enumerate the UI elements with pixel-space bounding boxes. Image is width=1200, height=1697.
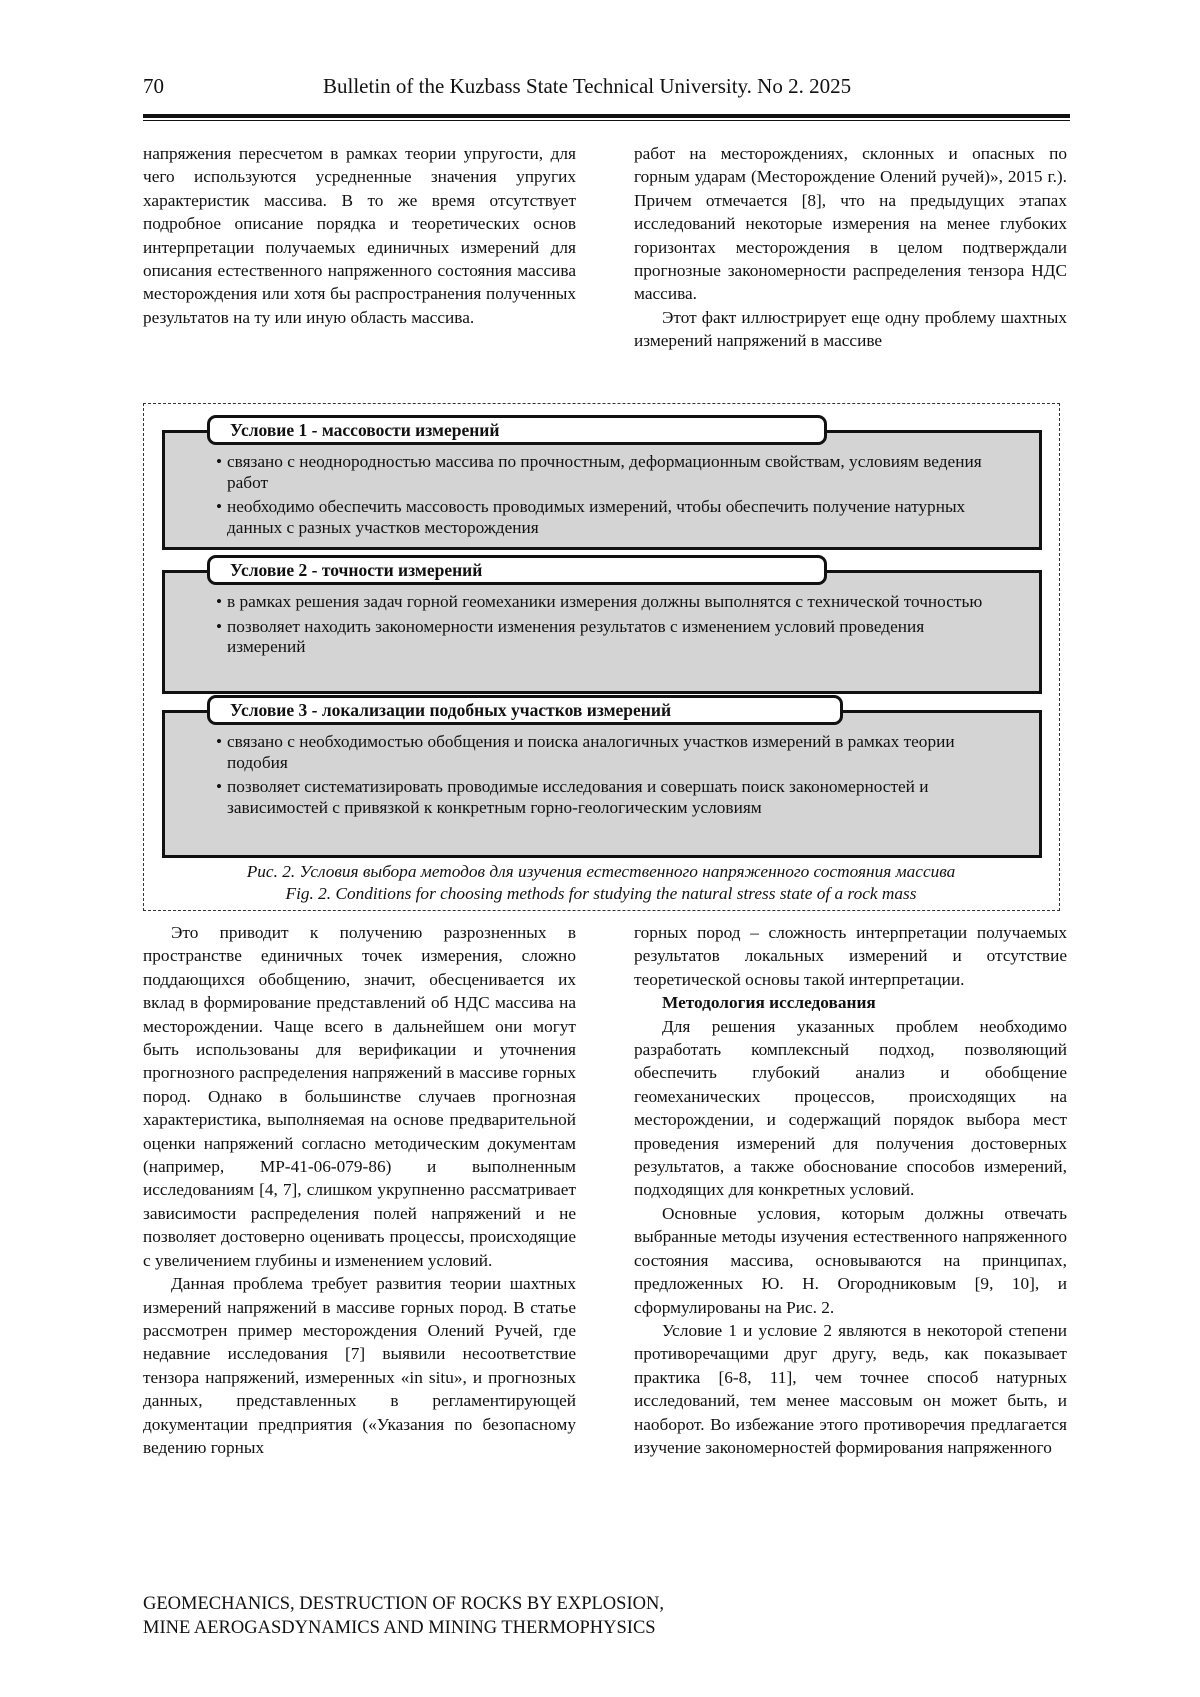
bullet-item: • необходимо обеспечить массовость проводимых измерений, чтобы обеспечить получение натурных данных с разных участков месторождения [216,497,999,538]
footer-line-1: GEOMECHANICS, DESTRUCTION OF ROCKS BY EXPLOSION, [143,1594,664,1614]
bullet-item: • в рамках решения задач горной геомеханики измерения должны выполнятся с технической точностью [216,592,999,613]
paragraph: Основные условия, которым должны отвечать выбранные методы изучения естественного напряженного состояния массива, основываются на принципах, предложенных Ю. Н. Огородниковым [9, 10], и сформулированы на Рис. 2. [634,1203,1067,1317]
condition-3-bullets [216,732,999,822]
page-footer [143,1592,664,1640]
bullet-item: • связано с необходимостью обобщения и поиска аналогичных участков измерений в рамках теории подобия [216,732,999,773]
paragraph: работ на месторождениях, склонных и опасных по горным ударам (Месторождение Олений ручей)», 2015 г.). Причем отмечается [8], что на предыдущих этапах исследований некоторые измерения на менее глубоких горизонтах месторождения в целом подтверждали прогнозные закономерности распределения тензора НДС массива. [634,144,1067,304]
footer-line-2: MINE AEROGASDYNAMICS AND MINING THERMOPHYSICS [143,1618,656,1638]
condition-3-title: Условие 3 - локализации подобных участков измерений [207,695,843,725]
paragraph: Данная проблема требует развития теории шахтных измерений напряжений в массиве горных пород. В статье рассмотрен пример месторождения Олений Ручей, где недавние исследования [7] выявили несоответствие тензора напряжений, измеренных «in situ», и прогнозных данных, представленных в регламентирующей документации предприятия («Указания по безопасному ведению горных [143,1274,576,1457]
condition-2-bullets [216,592,999,662]
paragraph: Этот факт иллюстрирует еще одну проблему шахтных измерений напряжений в массиве [634,307,1067,351]
bullet-item: • позволяет систематизировать проводимые исследования и совершать поиск закономерностей и зависимостей с привязкой к конкретным горно-геологическим условиям [216,777,999,818]
figure-2 [143,403,1060,911]
paragraph: Условие 1 и условие 2 являются в некоторой степени противоречащими друг другу, ведь, как показывает практика [6-8, 11], чем точнее способ натурных исследований, тем менее массовым он может быть, и наоборот. Во избежание этого противоречия предлагается изучение закономерностей формирования напряженного [634,1320,1067,1457]
paragraph: напряжения пересчетом в рамках теории упругости, для чего используются усредненные значения упругих характеристик массива. В то же время отсутствует подробное описание порядка и теоретических основ интерпретации получаемых единичных измерений для описания естественного напряженного состояния массива месторождения или хотя бы распространения полученных результатов на ту или иную область массива. [143,144,576,327]
section-heading: Методология исследования [662,993,876,1013]
journal-title: Bulletin of the Kuzbass State Technical University. No 2. 2025 [323,74,852,98]
figure-caption-en: Fig. 2. Conditions for choosing methods for studying the natural stress state of a rock mass [285,884,917,903]
condition-1-bullets [216,452,999,542]
condition-1-title: Условие 1 - массовости измерений [207,415,827,445]
paragraph: горных пород – сложность интерпретации получаемых результатов локальных измерений и отсутствие теоретической основы такой интерпретации. [634,923,1067,989]
bullet-item: • связано с неоднородностью массива по прочностным, деформационным свойствам, условиям ведения работ [216,452,999,493]
page-header [143,74,1070,104]
paragraph: Это приводит к получению разрозненных в пространстве единичных точек измерения, сложно поддающихся обобщению, значит, обесценивается их вклад в формирование представлений об НДС массива на месторождении. Чаще всего в дальнейшем они могут быть использованы для верификации и уточнения прогнозного распределения напряжений в массиве горных пород. Однако в большинстве случаев прогнозная характеристика, выполняемая на основе предварительной оценки напряжений согласно методическим документам (например, МР-41-06-079-86) и выполненным исследованиям [4, 7], слишком укрупненно рассматривает зависимости распределения полей напряжений и не позволяет достоверно оценивать процессы, происходящие с увеличением глубины и изменением условий. [143,923,576,1270]
paragraph: Для решения указанных проблем необходимо разработать комплексный подход, позволяющий обеспечить глубокий анализ и обобщение геомеханических процессов, происходящих на месторождении, и содержащий порядок выбора мест проведения измерений для получения достоверных результатов, а также обоснование способов измерений, подходящих для конкретных условий. [634,1016,1067,1200]
text-column-bottom-right [634,921,1067,1459]
figure-caption-ru: Рис. 2. Условия выбора методов для изучения естественного напряженного состояния массива [246,862,956,881]
text-column-bottom-left [143,921,576,1459]
header-rule-thick [143,114,1070,118]
condition-2-title: Условие 2 - точности измерений [207,555,827,585]
header-rule-thin [143,120,1070,121]
page-number: 70 [143,74,164,98]
bullet-item: • позволяет находить закономерности изменения результатов с изменением условий проведения измерений [216,617,999,658]
text-column-top-left [143,142,576,329]
text-column-top-right [634,142,1067,353]
